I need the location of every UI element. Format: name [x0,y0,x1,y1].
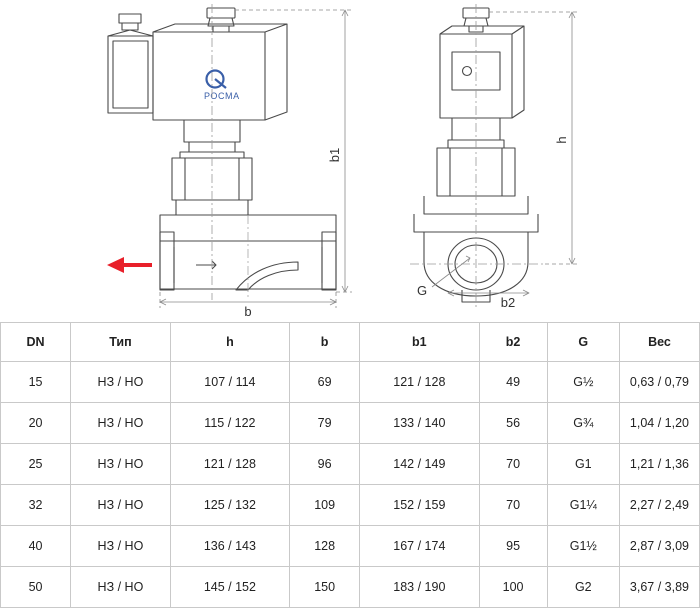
cell-h: 125 / 132 [170,485,289,526]
cell-b: 69 [290,362,360,403]
cell-b1: 133 / 140 [360,403,479,444]
cell-weight: 1,04 / 1,20 [619,403,699,444]
cell-type: НЗ / НО [71,362,171,403]
front-view-dimensions [160,10,352,308]
cell-dn: 15 [1,362,71,403]
dim-h-label: h [554,136,569,144]
table-header [1,323,700,362]
cell-g: G1½ [547,526,619,567]
table-row [1,485,700,526]
cell-dn: 32 [1,485,71,526]
cell-g: G1 [547,444,619,485]
table-header-row [1,323,700,362]
cell-type: НЗ / НО [71,526,171,567]
side-view [410,4,545,310]
table-row [1,526,700,567]
cell-b: 150 [290,567,360,608]
cell-b2: 70 [479,444,547,485]
cell-dn: 25 [1,444,71,485]
dim-b2-label: b2 [500,295,516,310]
cell-weight: 1,21 / 1,36 [619,444,699,485]
cell-g: G2 [547,567,619,608]
column-header-dn: DN [1,323,71,362]
column-header-b1: b1 [360,323,479,362]
cell-b2: 56 [479,403,547,444]
dim-b-label: b [244,304,252,319]
cell-h: 107 / 114 [170,362,289,403]
column-header-g: G [547,323,619,362]
cell-h: 121 / 128 [170,444,289,485]
cell-dn: 50 [1,567,71,608]
cell-type: НЗ / НО [71,567,171,608]
cell-type: НЗ / НО [71,444,171,485]
dim-b1-label: b1 [327,147,342,163]
cell-g: G½ [547,362,619,403]
cell-dn: 40 [1,526,71,567]
specification-table [0,322,700,608]
cell-b: 109 [290,485,360,526]
brand-label: РОСМА [204,91,240,101]
cell-b: 128 [290,526,360,567]
cell-b1: 152 / 159 [360,485,479,526]
side-view-dimensions [448,12,580,296]
table-row [1,403,700,444]
cell-h: 145 / 152 [170,567,289,608]
cell-b: 79 [290,403,360,444]
cell-b2: 70 [479,485,547,526]
table-body [1,362,700,608]
cell-b1: 167 / 174 [360,526,479,567]
table-row [1,444,700,485]
cell-dn: 20 [1,403,71,444]
cell-weight: 2,87 / 3,09 [619,526,699,567]
cell-g: G¾ [547,403,619,444]
table-row [1,567,700,608]
column-header-type: Тип [71,323,171,362]
column-header-h: h [170,323,289,362]
cell-weight: 2,27 / 2,49 [619,485,699,526]
cell-weight: 0,63 / 0,79 [619,362,699,403]
cell-b2: 95 [479,526,547,567]
cell-b1: 121 / 128 [360,362,479,403]
cell-b: 96 [290,444,360,485]
cell-weight: 3,67 / 3,89 [619,567,699,608]
column-header-b: b [290,323,360,362]
cell-h: 115 / 122 [170,403,289,444]
cell-b2: 100 [479,567,547,608]
column-header-weight: Вес [619,323,699,362]
cell-b2: 49 [479,362,547,403]
cell-type: НЗ / НО [71,485,171,526]
column-header-b2: b2 [479,323,547,362]
brand-logo [204,71,240,102]
table-row [1,362,700,403]
cell-h: 136 / 143 [170,526,289,567]
cell-b1: 183 / 190 [360,567,479,608]
cell-g: G1¼ [547,485,619,526]
front-view [108,4,336,300]
flow-direction-arrow [107,257,152,273]
cell-type: НЗ / НО [71,403,171,444]
cell-b1: 142 / 149 [360,444,479,485]
dim-g-label: G [416,283,428,298]
